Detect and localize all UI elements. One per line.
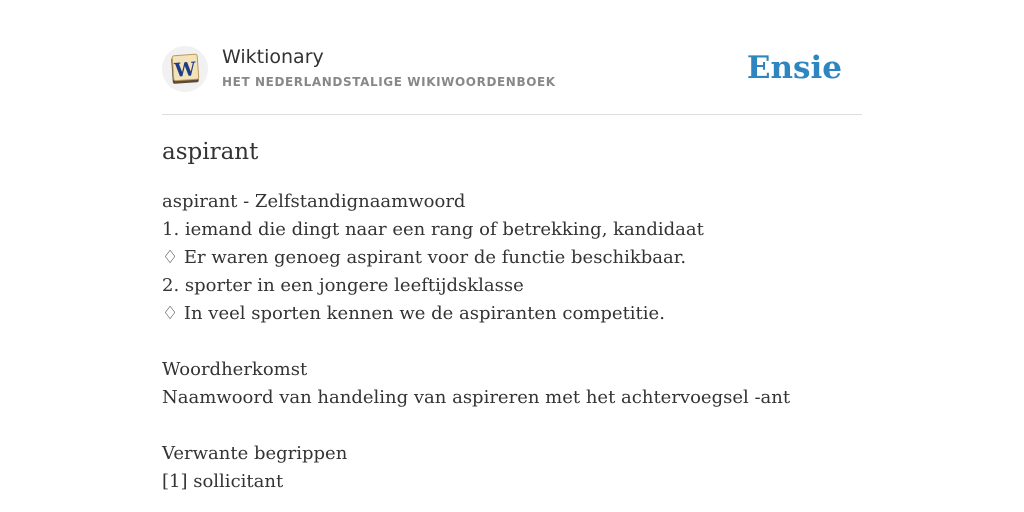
logo-letter: W (173, 58, 197, 82)
entry-content (162, 132, 862, 496)
wiktionary-logo-icon[interactable] (162, 46, 208, 92)
related-term-1: [1] sollicitant (162, 471, 284, 492)
etymology-text: Naamwoord van handeling van aspireren met het achtervoegsel -ant (162, 387, 791, 408)
ensie-brand-link[interactable]: Ensie (746, 50, 842, 86)
entry-title: aspirant (162, 139, 259, 165)
wiktionary-logo-graphic (162, 46, 208, 92)
related-terms-heading: Verwante begrippen (162, 443, 348, 464)
entry-line-definition-2: 2. sporter in een jongere leeftijdsklasse (162, 275, 524, 296)
site-subtitle: HET NEDERLANDSTALIGE WIKIWOORDENBOEK (222, 75, 556, 89)
site-name[interactable]: Wiktionary (222, 46, 324, 68)
spacer (162, 412, 862, 440)
entry-body (162, 188, 862, 496)
entry-line-example-2: ♢ In veel sporten kennen we de aspiranten competitie. (162, 303, 665, 324)
site-header (162, 44, 862, 115)
entry-line-example-1: ♢ Er waren genoeg aspirant voor de functie beschikbaar. (162, 247, 687, 268)
etymology-heading: Woordherkomst (162, 359, 308, 380)
entry-line-pos: aspirant - Zelfstandignaamwoord (162, 191, 466, 212)
spacer (162, 328, 862, 356)
entry-line-definition-1: 1. iemand die dingt naar een rang of betrekking, kandidaat (162, 219, 704, 240)
